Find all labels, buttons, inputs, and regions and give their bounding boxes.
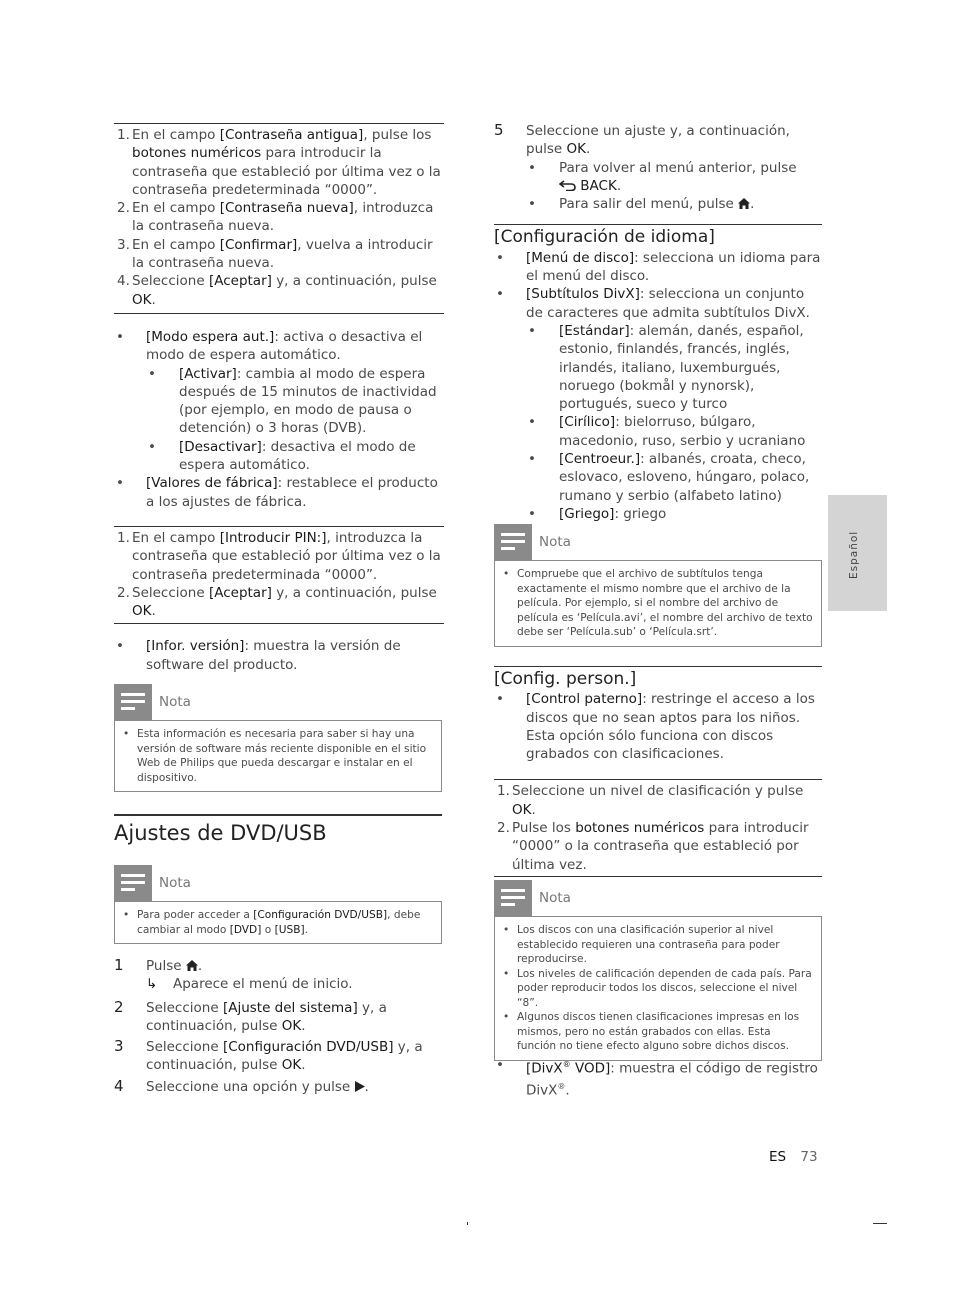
bullet: • <box>148 365 156 382</box>
text: . <box>151 291 156 308</box>
page-footer <box>769 1148 818 1166</box>
right-column <box>494 122 824 523</box>
step-number: 3 <box>114 1037 124 1056</box>
note-content <box>114 720 442 792</box>
option-label: [Confirmar] <box>219 236 298 253</box>
text: . <box>531 801 536 818</box>
subsection-title: [Config. person.] <box>494 669 637 689</box>
note-box <box>114 865 442 944</box>
option-label: [USB] <box>274 923 305 936</box>
text: En el campo <box>132 529 220 546</box>
list-item <box>114 529 444 584</box>
section-header <box>114 814 442 845</box>
note-header <box>114 684 442 720</box>
bullet: • <box>528 159 536 176</box>
text: y, a continuación, pulse <box>146 1039 423 1074</box>
note-content <box>114 901 442 944</box>
list-item <box>526 159 824 196</box>
list-item <box>526 322 824 413</box>
divider <box>114 123 444 124</box>
step-number: 1. <box>497 783 510 800</box>
note-label: Nota <box>539 890 571 906</box>
bullet: • <box>116 638 124 655</box>
text: : bielorruso, búlgaro, macedonio, ruso, serbio y ucraniano <box>559 414 806 449</box>
bullet: • <box>496 1057 504 1073</box>
list-item <box>146 438 444 475</box>
step-number: 2 <box>114 997 124 1016</box>
text: . <box>151 603 156 620</box>
option-label: [Griego] <box>559 505 615 522</box>
text: . <box>364 1078 369 1095</box>
option-label: [Contraseña antigua] <box>219 127 364 143</box>
bullet: • <box>503 967 510 980</box>
language-list <box>494 249 824 523</box>
option-label: [Activar] <box>179 365 237 382</box>
step <box>114 1038 444 1075</box>
side-tab-label: Español <box>848 530 860 579</box>
list-item <box>503 1010 813 1054</box>
option-label: [Contraseña nueva] <box>219 200 354 217</box>
personal-list <box>494 690 824 763</box>
list-item <box>114 637 444 674</box>
list-item <box>526 195 824 213</box>
text: : muestra la versión de software del producto. <box>146 638 401 673</box>
step <box>114 1078 444 1096</box>
text: Pulse los <box>512 820 576 837</box>
result-arrow-icon: ↳ <box>146 976 158 993</box>
note-text: Los discos con una clasificación superior al nivel establecido requieren una contraseña para poder reproducirse. <box>517 924 780 965</box>
text: y, a continuación, pulse <box>146 999 387 1034</box>
option-label: OK <box>132 603 152 620</box>
note-label: Nota <box>159 694 191 710</box>
crop-mark <box>467 1222 468 1225</box>
bullet: • <box>528 451 536 468</box>
text: Seleccione un ajuste y, a continuación, pulse <box>526 123 790 158</box>
option-label: OK <box>566 141 586 158</box>
list-item <box>114 474 444 511</box>
list-item <box>123 908 433 937</box>
divider <box>494 224 822 225</box>
divider <box>114 814 442 816</box>
option-label: OK <box>281 1017 302 1034</box>
list-item <box>526 413 824 450</box>
note-header <box>114 865 442 901</box>
step <box>114 957 444 975</box>
text: Seleccione <box>132 584 209 601</box>
bullet: • <box>528 322 536 339</box>
footer-language: ES <box>769 1149 787 1165</box>
option-label: OK <box>281 1057 302 1074</box>
text: : griego <box>614 505 667 522</box>
list-item <box>526 450 824 505</box>
sub-list <box>146 365 444 475</box>
list-item <box>494 1056 824 1100</box>
list-item <box>494 819 824 874</box>
note-icon <box>494 880 532 916</box>
note-text: Esta información es necesaria para saber si hay una versión de software más reciente disponible en el sitio Web de Philips que pueda descargar e instalar en el dispositivo. <box>137 728 427 784</box>
option-label: [Estándar] <box>559 322 630 339</box>
text: . <box>565 1082 570 1099</box>
divider <box>114 313 444 314</box>
bullet: • <box>116 328 124 345</box>
text: : selecciona un conjunto de caracteres que admita subtítulos DivX. <box>526 286 810 321</box>
list-item <box>526 505 824 523</box>
language-side-tab <box>828 495 887 611</box>
text: . <box>197 958 203 974</box>
step-number: 4 <box>114 1076 124 1095</box>
note-box <box>114 684 442 792</box>
option-label: [Aceptar] <box>208 584 272 601</box>
note-text: Los niveles de calificación dependen de cada país. Para poder reproducir todos los discos, seleccione el nivel “8”. <box>517 967 812 1009</box>
divider <box>114 526 444 527</box>
bullet: • <box>123 728 130 740</box>
option-label: OK <box>132 291 152 308</box>
text: . <box>301 1017 306 1034</box>
bullet: • <box>496 286 504 303</box>
step-number: 1. <box>117 529 130 546</box>
option-label: [Ajuste del sistema] <box>222 999 358 1016</box>
note-icon <box>114 684 152 720</box>
left-column <box>114 123 444 674</box>
section-title: Ajustes de DVD/USB <box>114 821 327 845</box>
option-label: [Desactivar] <box>179 438 262 455</box>
divider <box>494 666 822 667</box>
text: En el campo <box>132 127 220 143</box>
page-number: 73 <box>800 1149 818 1165</box>
step-number: 4. <box>117 273 130 290</box>
divider <box>114 623 444 624</box>
divx-vod-section <box>494 1056 824 1100</box>
text: . <box>750 196 755 213</box>
bullet: • <box>528 196 536 213</box>
version-list <box>114 637 444 674</box>
step-number: 2. <box>117 584 130 601</box>
note-text: Compruebe que el archivo de subtítulos tenga exactamente el mismo nombre que el archivo de la película. Por ejemplo, si el nombre del archivo de película es ‘Película.avi’, el nombre del archivo de texto debe ser ‘Película.sub’ o ‘Película.srt’. <box>517 568 813 638</box>
divx-list <box>494 1056 824 1100</box>
home-icon <box>738 198 750 209</box>
divider <box>494 779 822 780</box>
step-result <box>114 975 444 993</box>
bullet: • <box>503 568 510 580</box>
option-label: [Modo espera aut.] <box>146 328 275 345</box>
list-item <box>114 126 444 199</box>
list-item <box>503 567 813 640</box>
list-item <box>114 236 444 273</box>
option-label: [DVD] <box>229 923 262 936</box>
option-label: [Valores de fábrica] <box>146 475 278 492</box>
text: En el campo <box>132 236 220 253</box>
note-icon <box>494 524 532 560</box>
bullet: • <box>496 691 504 708</box>
registered-mark: ® <box>562 1060 571 1069</box>
step-number: 2. <box>497 820 510 837</box>
text: . <box>304 923 308 936</box>
option-label: [Introducir PIN:] <box>219 529 327 546</box>
pin-steps <box>114 529 444 620</box>
list-item <box>114 328 444 474</box>
text: , vuelva a introducir la contraseña nueva. <box>132 236 433 272</box>
text: Seleccione <box>132 273 209 290</box>
step <box>494 122 824 159</box>
play-right-icon <box>355 1081 365 1092</box>
text: : restringe el acceso a los discos que no sean aptos para los niños. Esta opción sólo funciona con discos grabados con clasificaciones. <box>526 691 815 763</box>
text: Seleccione una opción y pulse <box>146 1078 355 1095</box>
option-label: botones numéricos <box>575 820 705 837</box>
step-number: 5 <box>494 121 504 139</box>
text: : albanés, croata, checo, eslovaco, esloveno, húngaro, polaco, rumano y serbio (alfabeto latino) <box>559 451 810 504</box>
text: . <box>301 1057 306 1074</box>
note-icon <box>114 865 152 901</box>
text: Seleccione un nivel de clasificación y pulse <box>512 783 804 800</box>
step-number: 1. <box>117 127 130 143</box>
step-number: 2. <box>117 200 130 217</box>
list-item <box>123 727 433 785</box>
note-text: Algunos discos tienen clasificaciones impresas en los mismos, pero no están grabados con ellas. Esta función no tiene efecto alguno sobre dichos discos. <box>517 1011 800 1052</box>
list-item <box>494 285 824 523</box>
bullet: • <box>148 438 156 455</box>
text: : muestra el código de registro DivX <box>526 1060 818 1099</box>
option-label: [Cirílico] <box>559 414 616 431</box>
text: , introduzca la contraseña nueva. <box>132 200 434 235</box>
text: : desactiva el modo de espera automático. <box>179 438 416 474</box>
option-label: botones numéricos <box>132 145 262 162</box>
bullet: • <box>496 249 504 266</box>
text: . <box>616 177 622 194</box>
note-content <box>494 560 822 647</box>
text: : alemán, danés, español, estonio, finlandés, francés, inglés, irlandés, italiano, luxemburgués, noruego (bokmål y nynorsk), portugués, sueco y turco <box>559 322 804 413</box>
text: En el campo <box>132 200 220 217</box>
step <box>114 999 444 1036</box>
list-item <box>146 365 444 438</box>
option-label: [Aceptar] <box>208 273 272 290</box>
option-label: [Subtítulos DivX] <box>526 286 640 303</box>
option-label: [Configuración DVD/USB] <box>222 1039 394 1056</box>
list-item <box>503 923 813 967</box>
text: , debe cambiar al modo <box>137 909 421 936</box>
text: : selecciona un idioma para el menú del disco. <box>526 249 821 285</box>
list-item <box>114 272 444 309</box>
text: : restablece el producto a los ajustes de fábrica. <box>146 475 438 510</box>
note-header <box>494 524 822 560</box>
option-label: VOD] <box>570 1060 611 1077</box>
registered-mark: ® <box>557 1081 566 1091</box>
option-label: [Control paterno] <box>526 691 643 708</box>
option-label: [Configuración DVD/USB] <box>253 909 388 921</box>
procedure-steps <box>494 122 824 159</box>
text: , pulse los <box>363 127 432 143</box>
list-item <box>503 967 813 1011</box>
option-label: OK <box>512 801 532 818</box>
option-label: [Infor. versión] <box>146 638 245 655</box>
text: Para volver al menú anterior, pulse <box>559 159 797 176</box>
text: Aparece el menú de inicio. <box>173 976 353 993</box>
list-item <box>494 782 824 819</box>
step-number: 3. <box>117 236 130 253</box>
option-label: BACK <box>580 177 617 194</box>
text: Seleccione <box>146 999 223 1016</box>
option-label: [Centroeur.] <box>559 451 641 468</box>
note-box <box>494 880 822 1061</box>
bullet: • <box>123 909 130 921</box>
password-steps <box>114 126 444 309</box>
sub-list <box>526 159 824 214</box>
option-label: [DivX <box>526 1060 563 1077</box>
list-item <box>494 690 824 763</box>
note-box <box>494 524 822 647</box>
text: o <box>261 923 275 936</box>
note-label: Nota <box>159 875 191 891</box>
bullet: • <box>528 414 536 431</box>
bullet: • <box>528 505 536 522</box>
text: Para salir del menú, pulse <box>559 196 739 213</box>
text: y, a continuación, pulse <box>271 273 437 290</box>
text: Seleccione <box>146 1039 223 1056</box>
text: para introducir “0000” o la contraseña que estableció por última vez. <box>512 820 809 873</box>
personal-config-section <box>494 666 824 877</box>
text: Pulse <box>146 958 186 974</box>
bullet: • <box>116 475 124 492</box>
bullet: • <box>503 924 510 936</box>
option-label: [Menú de disco] <box>526 249 635 266</box>
text: , introduzca la contraseña que estableció por última vez o la contraseña predeterminada “0000”. <box>132 529 441 583</box>
standby-list <box>114 328 444 511</box>
text: . <box>586 141 591 158</box>
text: Para poder acceder a <box>137 909 254 921</box>
text: : activa o desactiva el modo de espera automático. <box>146 328 423 364</box>
divider <box>494 876 822 877</box>
procedure-steps <box>114 957 444 1096</box>
bullet: • <box>503 1011 510 1023</box>
parental-steps <box>494 782 824 873</box>
text: y, a continuación, pulse <box>271 584 437 601</box>
list-item <box>114 584 444 621</box>
note-label: Nota <box>539 534 571 550</box>
back-icon <box>559 180 576 191</box>
list-item <box>494 249 824 286</box>
note-header <box>494 880 822 916</box>
note-content <box>494 916 822 1061</box>
crop-mark <box>873 1223 887 1224</box>
text: : cambia al modo de espera después de 15 minutos de inactividad (por ejemplo, en modo de pausa o detención) o 3 horas (DVB). <box>179 365 437 437</box>
text: para introducir la contraseña que estableció por última vez o la contraseña predeterminada “0000”. <box>132 145 441 198</box>
home-icon <box>186 960 198 971</box>
step-number: 1 <box>114 956 124 974</box>
sub-list <box>526 322 824 523</box>
subsection-title: [Configuración de idioma] <box>494 227 715 248</box>
list-item <box>114 199 444 236</box>
